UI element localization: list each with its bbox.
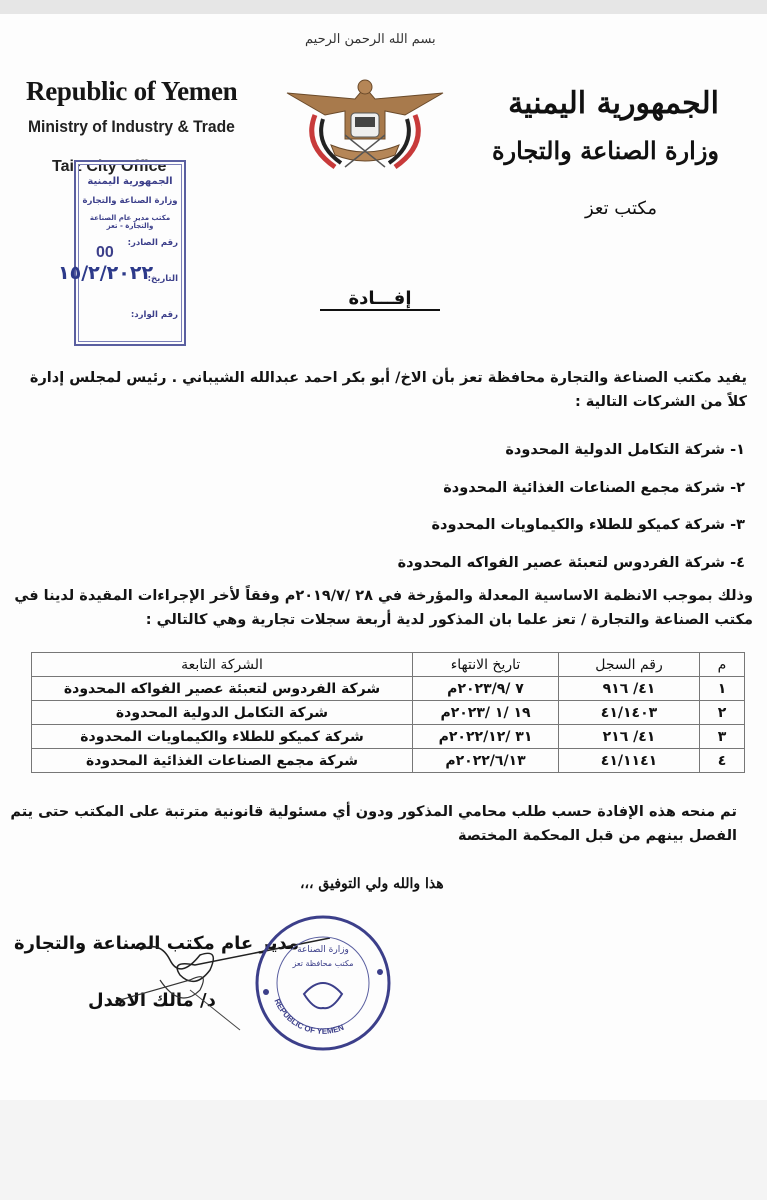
cell-registry-number: ٤١/ ٢١٦: [559, 725, 700, 749]
table-row: [32, 701, 745, 725]
header-country-en: Republic of Yemen: [26, 76, 238, 106]
header-office-en: Taiz City Office: [52, 158, 167, 175]
table-row: [32, 725, 745, 749]
company-list-item: ١- شركة التكامل الدولية المحدودة: [505, 442, 745, 458]
seal-english-text: REPUBLIC OF YEMEN: [272, 997, 346, 1036]
cell-company: شركة الفردوس لتعبئة عصير الفواكه المحدودة: [32, 677, 413, 701]
cell-index: ٢: [700, 701, 745, 725]
official-seal-icon: [252, 912, 394, 1054]
cell-expiry-date: ١٩ /١ /٢٠٢٣م: [413, 701, 559, 725]
cell-company: شركة كميكو للطلاء والكيماويات المحدودة: [32, 725, 413, 749]
cell-registry-number: ٤١/١١٤١: [559, 749, 700, 773]
company-list: [398, 432, 745, 582]
header-country-ar: الجمهورية اليمنية: [508, 86, 719, 121]
cell-expiry-date: ٢٠٢٢/٦/١٣م: [413, 749, 559, 773]
disclaimer-paragraph: تم منحه هذه الإفادة حسب طلب محامي المذكور ودون أي مسئولية قانونية مترتبة على المكتب حتى يتم الفصل بينهم من قبل المحكمة المختصة: [10, 804, 737, 844]
col-header-expiry-date: تاريخ الانتهاء: [413, 653, 559, 677]
table-row: [32, 677, 745, 701]
signatory-title: مدير عام مكتب الصناعة والتجارة: [14, 933, 299, 954]
table-header-row: [32, 653, 745, 677]
stamp-ref-label: رقم الصادر:: [127, 238, 178, 248]
cell-index: ٤: [700, 749, 745, 773]
basis-paragraph: وذلك بموجب الانظمة الاساسية المعدلة والمؤرخة في ٢٨ /٢٠١٩/٧م وفقاً لأخر الإجراءات المقيدة لدينا في مكتب الصناعة والتجارة / تعز علما بان المذكور لدية أربعة سجلات تجارية وهي كالتالي :: [14, 588, 753, 628]
stamp-line-office: مكتب مدير عام الصناعة والتجارة - تعز: [89, 214, 171, 230]
company-list-item: ٣- شركة كميكو للطلاء والكيماويات المحدودة: [431, 517, 745, 533]
stamp-date-label: التاريخ:: [147, 274, 178, 284]
col-header-registry-number: رقم السجل: [559, 653, 700, 677]
cell-registry-number: ٤١/١٤٠٣: [559, 701, 700, 725]
col-header-index: م: [700, 653, 745, 677]
stamp-ref-value: 00: [96, 244, 114, 261]
seal-arabic-text: وزارة الصناعة: [297, 945, 349, 955]
seal-arabic-office: مكتب محافظة تعز: [292, 959, 354, 968]
yemen-emblem-icon: [285, 75, 445, 175]
table-row: [32, 749, 745, 773]
col-header-company: الشركة التابعة: [32, 653, 413, 677]
incoming-stamp: [74, 160, 186, 346]
header-office-ar: مكتب تعز: [584, 198, 657, 219]
intro-paragraph: يفيد مكتب الصناعة والتجارة محافظة تعز بأن الاخ/ أبو بكر احمد عبدالله الشيباني . رئيس لمجلس إدارة كلاً من الشركات التالية :: [29, 370, 747, 410]
stamp-line-country: الجمهورية اليمنية: [87, 176, 173, 187]
cell-company: شركة التكامل الدولية المحدودة: [32, 701, 413, 725]
top-bar: [0, 0, 767, 14]
company-list-item: ٢- شركة مجمع الصناعات الغذائية المحدودة: [443, 479, 745, 496]
cell-expiry-date: ٣١ /٢٠٢٢/١٢م: [413, 725, 559, 749]
header-ministry-ar: وزارة الصناعة والتجارة: [491, 136, 719, 165]
document-title: إفـــادة: [320, 288, 440, 311]
closing-phrase: هذا والله ولي التوفيق ،،،: [300, 876, 444, 892]
cell-index: ٣: [700, 725, 745, 749]
basmala: بسم الله الرحمن الرحيم: [305, 32, 436, 47]
bottom-margin: [0, 1100, 767, 1200]
stamp-incoming-label: رقم الوارد:: [130, 310, 178, 320]
signatory-name: د/ مالك الاهدل: [88, 990, 216, 1011]
registry-table: [31, 652, 745, 773]
company-list-item: ٤- شركة الفردوس لتعبئة عصير الفواكه المحدودة: [397, 554, 745, 571]
cell-company: شركة مجمع الصناعات الغذائية المحدودة: [32, 749, 413, 773]
cell-expiry-date: ٧ /٢٠٢٣/٩م: [413, 677, 559, 701]
cell-registry-number: ٤١/ ٩١٦: [559, 677, 700, 701]
stamp-date-value: ١٥/٢/٢٠٢٢: [58, 262, 154, 284]
cell-index: ١: [700, 677, 745, 701]
header-ministry-en: Ministry of Industry & Trade: [28, 117, 235, 136]
stamp-line-ministry: وزارة الصناعة والتجارة: [82, 196, 178, 206]
